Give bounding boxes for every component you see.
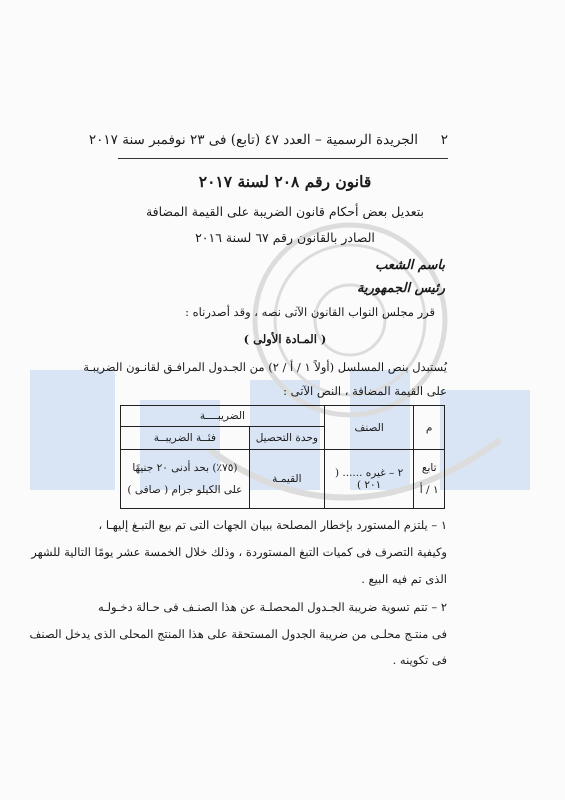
clause-line-4: ٢ – تتم تسوية ضريبة الجـدول المحصلـة عن هذا الصنـف فى حـالة دخـولـه — [97, 600, 447, 614]
header-tax-group: الضريبــــة — [121, 406, 325, 427]
article-1-line-1: يُستبدل بنص المسلسل (أولاً ١ / أ / ٢) من الجـدول المرافـق لقانـون الضريبـة — [83, 360, 447, 374]
clause-line-1: ١ – يلتزم المستورد بإخطار المصلحة ببيان الجهات التى تم بيع التبـغ إليهـا ، — [98, 518, 447, 532]
row-num: تابع ١ / أ — [414, 450, 445, 509]
header-num: م — [414, 406, 445, 450]
journal-issue: الجريدة الرسمية – العدد ٤٧ (تابع) فى ٢٣ نوفمبر سنة ٢٠١٧ — [88, 132, 418, 148]
clause-line-2: وكيفية التصرف فى كميات التبغ المستوردة ، وذلك خلال الخمسة عشر يومًا التالية للشهر — [31, 545, 447, 559]
clause-line-6: فى تكوينه . — [392, 653, 447, 667]
row-category: ٢ – غيره ...... ( ٢٠١ ) — [324, 450, 414, 509]
law-subtitle-1: بتعديل بعض أحكام قانون الضريبة على القيمة المضافة — [145, 204, 425, 219]
table-row — [121, 450, 445, 509]
header-divider — [118, 158, 448, 159]
article-1-line-2: على القيمة المضافة ، النص الآتى : — [283, 384, 447, 398]
row-tax-class: (٧٥٪) بحد أدنى ٢٠ جنيهًا على الكيلو جرام ( صافى ) — [121, 450, 250, 509]
preamble: قرر مجلس النواب القانون الآتى نصه ، وقد أصدرناه : — [185, 305, 435, 319]
law-subtitle-2: الصادر بالقانون رقم ٦٧ لسنة ٢٠١٦ — [195, 230, 375, 245]
header-unit: وحدة التحصيل — [249, 427, 324, 450]
article-1-heading: ( المـادة الأولى ) — [243, 332, 327, 346]
header-tax-class: فئــة الضريبــة — [121, 427, 250, 450]
header-category: الصنف — [324, 406, 414, 450]
in-name-of-people: باسم الشعب — [375, 258, 445, 273]
clause-line-3: الذى تم فيه البيع . — [361, 572, 447, 586]
page-header — [88, 132, 448, 154]
law-title: قانون رقم ٢٠٨ لسنة ٢٠١٧ — [198, 172, 372, 191]
page-number: ٢ — [440, 132, 448, 148]
row-unit: القيمـة — [249, 450, 324, 509]
president-heading: رئيس الجمهورية — [357, 281, 445, 296]
clause-line-5: فى منتـج محلـى من ضريبة الجدول المستحقة على هذا المنتج المحلى الذى يدخل الصنف — [29, 627, 447, 641]
tax-table — [120, 405, 445, 509]
